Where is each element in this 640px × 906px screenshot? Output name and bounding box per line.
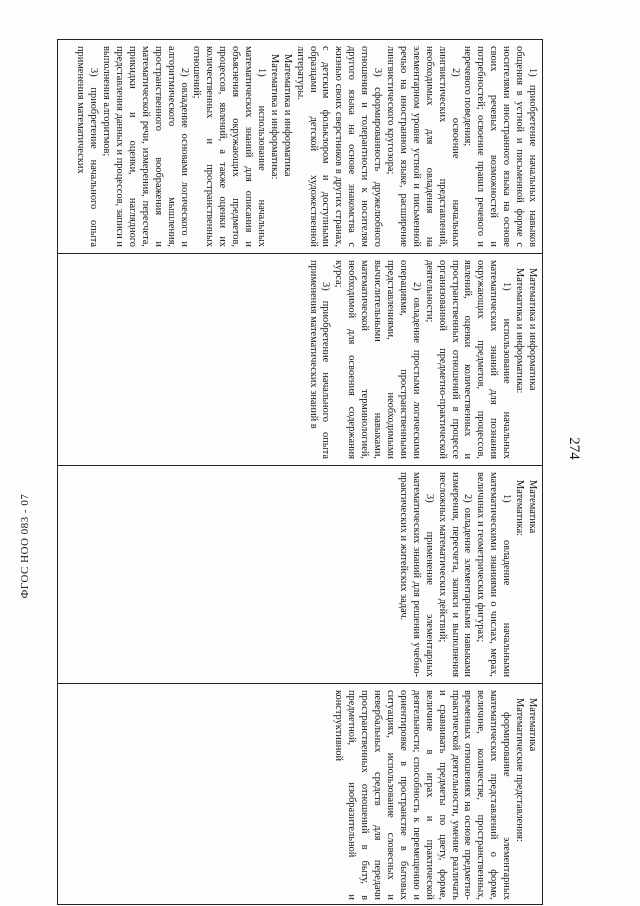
cell-paragraph: 3) приобретение начального опыта применения математических знаний в xyxy=(307,260,332,459)
cell-paragraph: 2) освоение начальных лингвистических представлений, необходимых для овладения на элементарном уровне устной и письменной речью на иностранном языке, расширение лингвистического кругозора; xyxy=(385,46,461,247)
cell-paragraph: 1) использование начальных математических знаний для познания окружающих предметов, процессов, явлений, оценки количественных и пространственных отношений в процессе организованной предметно-практической деятельности; xyxy=(423,260,513,459)
cell-paragraph: 3) применение элементарных математических знаний для решения учебно-практических и житейских задач. xyxy=(397,472,435,677)
table-column-4 xyxy=(58,684,542,906)
cell-paragraph: Математика и информатика xyxy=(527,268,538,391)
cell-paragraph: Математика: xyxy=(514,480,526,537)
cell-paragraph: 2) овладение основами логического и алгоритмического мышления, пространственного воображения и математической речи, измерения, пересчета, прикидки и оценки, наглядного представления данных и процессов, записи и выполнения алгоритмов; xyxy=(101,46,190,247)
cell-paragraph: Математические представления: xyxy=(514,698,526,842)
rotated-table-frame xyxy=(57,39,543,905)
cell-paragraph: 2) овладение элементарными навыками измерения, пересчета, записи и выполнения несложных математических действий; xyxy=(436,472,474,677)
cell-paragraph: 1) использование начальных математических знаний для описания и объяснения окружающих предметов, процессов, явлений, а также оценки их количественных и пространственных отношений; xyxy=(191,46,267,247)
cell-paragraph: Математика и информатика: xyxy=(514,268,526,394)
cell-paragraph: формирование элементарных математических представлений о форме, величине, количестве, пространственных, временных отношениях на основе предметно-практической деятельности, умение различать и сравнивать предметы по цвету, форме, величине в играх и практической деятельности; способность к перемещению и ориентировке в пространстве в бытовых ситуациях, использование словесных и невербальных средств для передачи пространственных отношений в быту, в предметной, изобразительной и конструктивной xyxy=(333,690,513,900)
cell-paragraph: 1) приобретение начальных навыков общения в устной и письменной форме с носителями иностранного языка на основе своих речевых возможностей и потребностей; освоение правил речевого и неречевого поведения; xyxy=(462,46,538,247)
cell-paragraph: Математика xyxy=(527,480,538,534)
table-column-2 xyxy=(58,254,542,466)
cell-paragraph: 3) сформированность дружелюбного отношения и толерантности к носителям другого языка на основе знакомства с жизнью своих сверстников в других странах, с детским фольклором и доступными образцами детской художественной литературы. xyxy=(294,46,384,247)
cell-paragraph: Математика xyxy=(527,698,538,752)
cell-paragraph: Математика и информатика xyxy=(281,54,293,177)
table-column-1 xyxy=(58,40,542,254)
cell-paragraph: Математика и информатика: xyxy=(268,54,280,180)
cell-paragraph: 1) овладение начальными математическими знаниями о числах, мерах, величинах и геометрических фигурах; xyxy=(475,472,513,677)
footer-code: ФГОС НОО 083 - 07 xyxy=(19,493,31,599)
page-number: 274 xyxy=(565,437,582,460)
cell-paragraph: 2) овладение простыми логическими операциями, пространственными представлениями, необходимыми вычислительными навыками, математической терминологией, необходимой для освоения содержания курса; xyxy=(333,260,422,459)
table-column-3 xyxy=(58,466,542,684)
cell-paragraph: 3) приобретение начального опыта применения математических xyxy=(75,46,100,247)
standards-table xyxy=(57,39,543,905)
